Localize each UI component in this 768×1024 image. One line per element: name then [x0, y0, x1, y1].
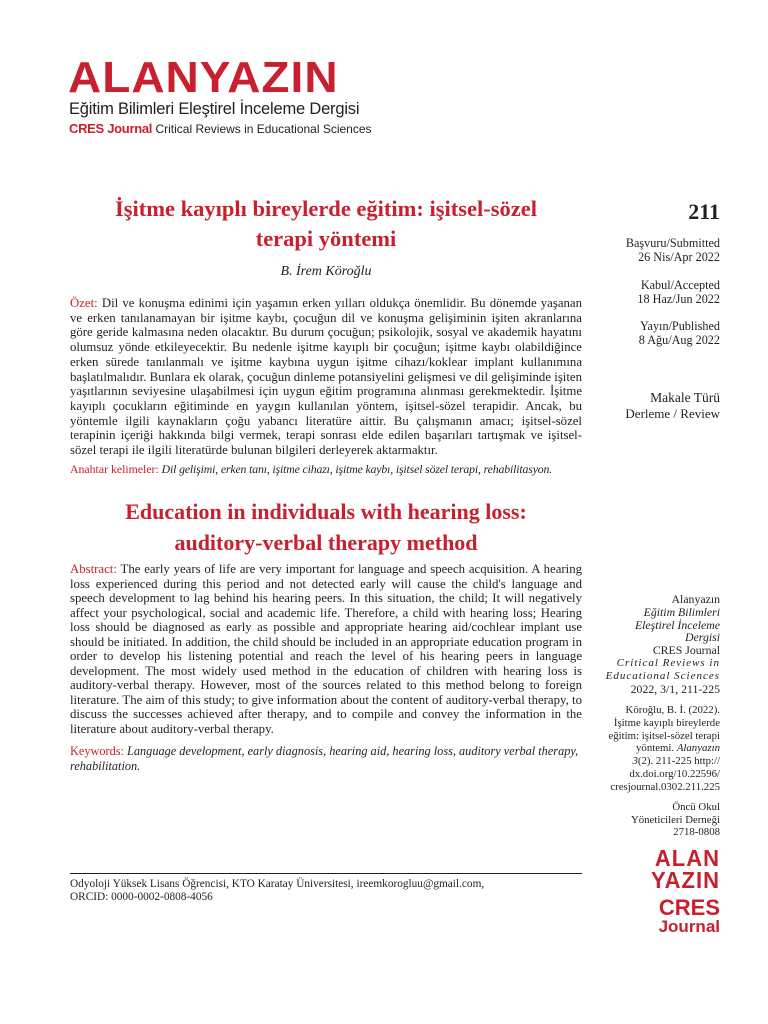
- submitted-info: [626, 236, 720, 264]
- title-en-line1: Education in individuals with hearing loss:: [125, 499, 527, 524]
- publisher-info: [631, 801, 720, 839]
- cite-line5a: 3: [632, 755, 638, 768]
- title-tr-line1: İşitme kayıplı bireylerde eğitim: işitsel-sözel: [114, 196, 537, 221]
- abstract-tr-text: Dil ve konuşma edinimi için yaşamın erken yılları oldukça önemlidir. Bu dönemde yaşanan ve erken tanılanamayan bir işitme kaybı, çocuğun dil ve konuşma gelişiminin işiten akranlarına göre geride kalmasına neden olacaktır. Bu durum çocuğun; psikolojik, sosyal ve akademik hayatını olumsuz yönde etkileyecektir. Bu nedenle işitme kayıplı bir çocuğun; işitme kaybı olabildiğince erken sürede tanılanmalı ve işitme kaybına uygun işitme cihazı/koklear implant kullanımına başlatılmalıdır. Bunlara ek olarak, çocuğun dinleme potansiyelini gelişmesi ve dil gelişiminde işiten yaşıtlarının seviyesine ulaşabilmesi için uygun eğitim programına alınması gerekmektedir. İşitme kayıplı çocukların eğitiminde en yaygın kullanılan yöntem, işitsel-sözel terapidir. Ancak, bu yöntemle ilgili kaynakların çoğu yabancı literatüre aittir. Bu çalışmanın amacı; işitsel-sözel terapinin içeriği hakkında bilgi vermek, terapi sonrası elde edilen başarıları tartışmak ve işitsel-sözel terapi ile ilgili literatürde bulunan bilgileri derleyerek aktarmaktır.: [70, 296, 582, 458]
- small-logo-line3: CRES: [658, 895, 720, 920]
- footnote: [70, 878, 484, 904]
- journal-en-line1: Critical Reviews in: [616, 656, 720, 669]
- alanyazin-small-logo: [651, 844, 720, 894]
- accepted-label: Kabul/Accepted: [640, 278, 720, 292]
- published-date: 8 Ağu/Aug 2022: [638, 333, 720, 347]
- keywords-en-text: Language development, early diagnosis, hearing aid, hearing loss, auditory verbal therapy, rehabilitation.: [70, 744, 579, 773]
- journal-tr-line3: Dergisi: [685, 630, 720, 645]
- journal-en-line2: Educational Sciences: [605, 669, 720, 682]
- journal-tr-line1: Eğitim Bilimleri: [643, 604, 720, 619]
- cite-line5b: (2). 211-225 http://: [637, 755, 720, 768]
- submitted-date: 26 Nis/Apr 2022: [638, 250, 720, 264]
- article-type-value: Derleme / Review: [625, 406, 720, 421]
- cite-line4: [570, 742, 720, 755]
- cite-line5: [570, 755, 720, 768]
- journal-logo: ALANYAZIN: [68, 52, 339, 102]
- cres-subtitle: Critical Reviews in Educational Sciences: [155, 122, 372, 136]
- cres-small-logo: [658, 895, 720, 936]
- publisher-line1: Öncü Okul: [672, 801, 720, 813]
- publisher-line2: Yöneticileri Derneği: [630, 813, 720, 826]
- keywords-tr-label: Anahtar kelimeler:: [70, 462, 159, 476]
- publisher-line3: 2718-0808: [673, 826, 720, 838]
- abstract-tr-label: Özet:: [70, 296, 98, 310]
- keywords-en: [70, 744, 600, 774]
- journal-info: [606, 593, 720, 695]
- cite-line2: İşitme kayıplı bireylerde: [613, 716, 720, 729]
- journal-tr-line2: Eleştirel İnceleme: [634, 617, 720, 632]
- cite-line3: eğitim: işitsel-sözel terapi: [608, 729, 720, 742]
- cres-label: CRES Journal: [69, 121, 153, 136]
- journal-subtitle: Eğitim Bilimleri Eleştirel İnceleme Dergisi: [69, 100, 360, 118]
- accepted-info: [637, 278, 720, 306]
- cite-line4b: Alanyazın: [676, 742, 720, 755]
- abstract-en: [70, 562, 582, 736]
- journal-volume: 2022, 3/1, 211-225: [630, 681, 720, 696]
- published-info: [639, 319, 720, 347]
- article-type-label: Makale Türü: [650, 390, 720, 405]
- article-type: [625, 390, 720, 422]
- title-en-line2: auditory-verbal therapy method: [174, 530, 478, 555]
- keywords-tr-text: Dil gelişimi, erken tanı, işitme cihazı, işitme kaybı, işitsel sözel terapi, rehabilitasyon.: [161, 462, 553, 476]
- abstract-en-text: The early years of life are very important for language and speech acquisition. A hearing loss experienced during this period and not detected early will cause the child's language and speech development to lag behind his hearing peers. In this situation, the child; It will negatively affect your psychological, social and academic life. Therefore, a child with hearing loss; Hearing loss should be diagnosed as early as possible and appropriate hearing aid/cochlear implant use should be initiated. In addition, the child should be included in an appropriate education program in order to develop his listening potential and reach the level of his hearing peers in language development. The most widely used method in the education of children with hearing loss is auditory-verbal therapy. However, most of the sources related to this method belong to foreign literature. The aim of this study; to give information about the content of auditory-verbal therapy, to discuss the successes achieved after therapy, and to compile and convey the information in the literature about auditory-verbal therapy.: [70, 562, 583, 736]
- article-title-tr: [70, 194, 582, 254]
- published-label: Yayın/Published: [639, 319, 720, 333]
- cite-line4a: yöntemi.: [636, 742, 675, 755]
- keywords-tr: [70, 462, 600, 478]
- abstract-en-label: Abstract:: [70, 562, 117, 576]
- footnote-divider: [70, 873, 582, 874]
- keywords-en-label: Keywords:: [70, 744, 124, 758]
- cite-line6[interactable]: dx.doi.org/10.22596/: [629, 767, 720, 780]
- article-title-en: [70, 496, 582, 558]
- footnote-line2: ORCID: 0000-0002-0808-4056: [70, 891, 213, 903]
- citation: [570, 704, 720, 794]
- cite-line1: Köroğlu, B. İ. (2022).: [625, 704, 720, 716]
- page-number: 211: [688, 199, 720, 224]
- title-tr-line2: terapi yöntemi: [255, 226, 397, 251]
- submitted-label: Başvuru/Submitted: [625, 236, 720, 250]
- article-author: B. İrem Köroğlu: [280, 264, 372, 279]
- small-logo-line4: Journal: [658, 917, 720, 936]
- cite-line7[interactable]: cresjournal.0302.211.225: [610, 780, 720, 793]
- footnote-line1: Odyoloji Yüksek Lisans Öğrencisi, KTO Karatay Üniversitesi, ireemkorogluu@gmail.com,: [70, 878, 485, 890]
- journal-cres-line: [69, 121, 372, 136]
- small-logo-line2: YAZIN: [651, 866, 720, 894]
- abstract-tr: [70, 296, 582, 458]
- small-logo-line1: ALAN: [654, 844, 720, 872]
- journal-en-name: CRES Journal: [652, 643, 720, 658]
- accepted-date: 18 Haz/Jun 2022: [637, 292, 720, 306]
- journal-name: Alanyazın: [671, 592, 720, 606]
